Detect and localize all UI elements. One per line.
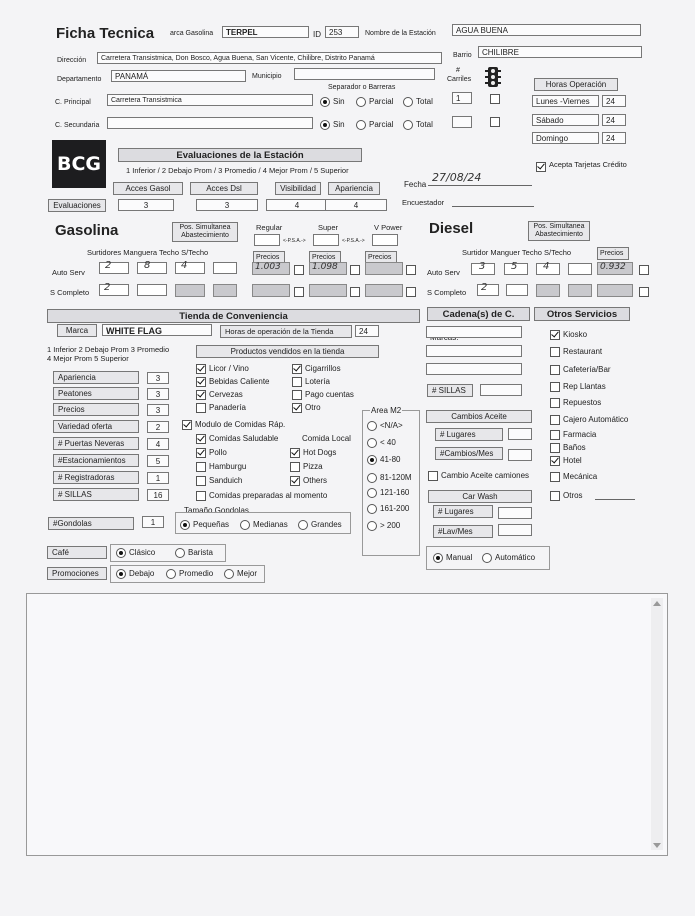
diesel-sc-price-field[interactable]: [597, 284, 633, 297]
cambios-lugares-field[interactable]: [508, 428, 532, 440]
apariencia-button[interactable]: Apariencia: [328, 182, 380, 195]
producto-otro-checkbox[interactable]: Otro: [292, 403, 321, 413]
gondolas-label: #Gondolas: [48, 517, 134, 530]
rating-puertas-label: # Puertas Neveras: [53, 437, 139, 450]
psa-label-2: <-P.S.A.->: [342, 238, 365, 244]
area-161-200-radio[interactable]: 161-200: [367, 504, 409, 514]
rating-precios-field[interactable]: 3: [147, 404, 169, 416]
gasolina-auto-techo-field[interactable]: [175, 262, 205, 274]
productos-vendidos-button[interactable]: Productos vendidos en la tienda: [196, 345, 379, 358]
c-principal-label: C. Principal: [55, 99, 91, 106]
rating-estacionamientos-field[interactable]: 5: [147, 455, 169, 467]
horas-operacion-button[interactable]: Horas Operación: [534, 78, 618, 91]
domingo-label: Domingo: [532, 132, 599, 144]
servicio-rep-llantas-checkbox[interactable]: Rep Llantas: [550, 382, 606, 392]
car-wash-button[interactable]: Car Wash: [428, 490, 532, 503]
marcas-field-3[interactable]: [426, 363, 522, 375]
area-41-80-radio[interactable]: 41-80: [367, 455, 400, 465]
separador-label: Separador o Barreras: [328, 84, 396, 91]
separador-principal-total[interactable]: Total: [403, 97, 433, 107]
station-name-label: Nombre de la Estación: [365, 30, 436, 37]
gasolina-auto-manguera-field[interactable]: [137, 262, 167, 274]
diesel-s-completo-label: S Completo: [427, 288, 467, 297]
fecha-value[interactable]: 27/08/24: [432, 171, 482, 184]
comida-saludable-checkbox[interactable]: Comidas Saludable: [196, 434, 278, 444]
gasolina-auto-serv-label: Auto Serv: [52, 268, 85, 277]
regular-label: Regular: [256, 223, 283, 232]
carriles-label: Carriles: [447, 76, 472, 83]
producto-cervezas-checkbox[interactable]: Cervezas: [196, 390, 243, 400]
servicio-repuestos-checkbox[interactable]: Repuestos: [550, 398, 601, 408]
modulo-comidas-checkbox[interactable]: Modulo de Comidas Ráp.: [182, 420, 285, 430]
municipio-field[interactable]: [294, 68, 435, 80]
acces-gasol-button[interactable]: Acces Gasol: [113, 182, 183, 195]
evaluaciones-button[interactable]: Evaluaciones: [48, 199, 106, 212]
gasolina-columns-label: Surtidores Manguera Techo S/Techo: [87, 248, 209, 257]
diesel-sc-manguer-field[interactable]: [506, 284, 528, 296]
rating-estacionamientos-label: #Estacionamientos: [53, 454, 139, 467]
servicio-kiosko-checkbox[interactable]: Kiosko: [550, 330, 587, 340]
evaluation-scale-text: 1 Inferior / 2 Debajo Prom / 3 Promedio / 4 Mejor Prom / 5 Superior: [126, 166, 349, 175]
diesel-columns-label: Surtidor Manguer Techo S/Techo: [462, 248, 572, 257]
encuestador-label: Encuestador: [402, 198, 445, 207]
cadena-bar: Cadena(s) de C.: [427, 307, 530, 321]
area-gt200-radio[interactable]: > 200: [367, 521, 400, 531]
super-label: Super: [318, 223, 339, 232]
area-na-radio[interactable]: <N/A>: [367, 421, 403, 431]
traffic-light-icon: [484, 66, 502, 88]
acces-dsl-field[interactable]: 3: [196, 199, 258, 211]
producto-cigarrillos-checkbox[interactable]: Cigarrillos: [292, 364, 341, 374]
comida-pizza-checkbox[interactable]: Pizza: [290, 462, 323, 472]
vpower-label: V Power: [374, 223, 403, 232]
diesel-price-checkbox[interactable]: [639, 265, 649, 275]
fecha-label: Fecha: [404, 180, 427, 189]
otros-underline: [595, 499, 635, 500]
diesel-auto-serv-label: Auto Serv: [427, 268, 460, 277]
tienda-marca-field[interactable]: WHITE FLAG: [102, 324, 212, 336]
rating-variedad-label: Variedad oferta: [53, 420, 139, 433]
comida-sanduich-checkbox[interactable]: Sanduich: [196, 476, 242, 486]
departamento-label: Departamento: [57, 76, 102, 83]
tienda-marca-button[interactable]: Marca: [57, 324, 97, 337]
scroll-down-icon[interactable]: [653, 843, 661, 848]
servicio-farmacia-checkbox[interactable]: Farmacia: [550, 430, 596, 440]
marca-gasolina-label: arca Gasolina: [170, 30, 214, 37]
gasolina-sc-manguera-field[interactable]: [137, 284, 167, 296]
rating-peatones-label: Peatones: [53, 387, 139, 400]
regular-price-value: 1.003: [255, 262, 281, 272]
tienda-scale-1: 1 Inferior 2 Debajo Prom 3 Promedio: [47, 345, 170, 354]
direccion-field[interactable]: Carretera Transistmica, Don Bosco, Agua Buena, San Vicente, Chilibre, Distrito Panamá: [97, 52, 442, 64]
apariencia-field[interactable]: 4: [325, 199, 387, 211]
rating-variedad-field[interactable]: 2: [147, 421, 169, 433]
rating-peatones-field[interactable]: 3: [147, 388, 169, 400]
cadena-sillas-field[interactable]: [480, 384, 522, 396]
comida-local-label: Comida Local: [302, 434, 351, 443]
hash-label: #: [456, 67, 460, 74]
marcas-field-2[interactable]: [426, 345, 522, 357]
direccion-label: Dirección: [57, 57, 87, 64]
producto-bebidas-checkbox[interactable]: Bebidas Caliente: [196, 377, 269, 387]
promo-debajo-radio[interactable]: Debajo: [116, 569, 154, 579]
diesel-auto-surtidor-value: 3: [479, 261, 486, 272]
cambio-aceite-camiones-checkbox[interactable]: Cambio Aceite camiones: [428, 471, 529, 481]
encuestador-underline: [452, 206, 534, 207]
barrio-field[interactable]: CHILIBRE: [478, 46, 642, 58]
notes-textarea[interactable]: [26, 593, 668, 856]
cadena-sillas-label: # SILLAS: [427, 384, 473, 397]
super-price-checkbox[interactable]: [350, 265, 360, 275]
precios-regular-button[interactable]: Precios: [253, 251, 285, 264]
domingo-field[interactable]: 24: [602, 132, 626, 144]
area-121-160-radio[interactable]: 121-160: [367, 488, 409, 498]
tamano-gondolas-label: Tamaño Gondolas: [184, 506, 249, 515]
carwash-lugares-field[interactable]: [498, 507, 532, 519]
departamento-field[interactable]: PANAMÁ: [111, 70, 246, 82]
gondolas-field[interactable]: 1: [142, 516, 164, 528]
c-secundaria-field[interactable]: [107, 117, 313, 129]
separador-secundaria-parcial[interactable]: Parcial: [356, 120, 393, 130]
carwash-lugares-label: # Lugares: [433, 505, 493, 518]
psa-label-1: <-P.S.A.->: [283, 238, 306, 244]
station-name-field[interactable]: AGUA BUENA: [452, 24, 641, 36]
cafe-label: Café: [47, 546, 107, 559]
servicio-mecanica-checkbox[interactable]: Mecánica: [550, 472, 597, 482]
tienda-conveniencia-bar: Tienda de Conveniencia: [47, 309, 420, 323]
super-sc-checkbox[interactable]: [350, 287, 360, 297]
diesel-sc-checkbox[interactable]: [639, 287, 649, 297]
gasolina-s-completo-label: S Completo: [50, 288, 90, 297]
separador-secundaria-total[interactable]: Total: [403, 120, 433, 130]
gasolina-auto-stecho-field[interactable]: [213, 262, 237, 274]
gasolina-auto-surtidores-value: 2: [105, 260, 112, 271]
carriles-secundaria-checkbox[interactable]: [490, 117, 500, 127]
gasolina-auto-techo-value: 4: [181, 260, 188, 271]
carwash-automatico-radio[interactable]: Automático: [482, 553, 535, 563]
comida-others-checkbox[interactable]: Others: [290, 476, 327, 486]
servicio-cafeteria-checkbox[interactable]: Cafetería/Bar: [550, 365, 611, 375]
acces-dsl-button[interactable]: Acces Dsl: [190, 182, 258, 195]
promo-promedio-radio[interactable]: Promedio: [166, 569, 213, 579]
promo-mejor-radio[interactable]: Mejor: [224, 569, 257, 579]
comida-hamburgu-checkbox[interactable]: Hamburgu: [196, 462, 246, 472]
fecha-underline: [428, 185, 532, 186]
area-lt40-radio[interactable]: < 40: [367, 438, 396, 448]
separador-principal-parcial[interactable]: Parcial: [356, 97, 393, 107]
diesel-price-value: 0.932: [600, 262, 626, 272]
diesel-pos-simultanea-button[interactable]: Pos. Simultanea Abastecimiento: [528, 221, 590, 241]
cambios-mes-label: #Cambios/Mes: [435, 447, 503, 460]
gasolina-sc-surtidores-value: 2: [104, 282, 111, 293]
page-title: Ficha Tecnica: [56, 25, 155, 42]
super-price-value: 1.098: [312, 262, 338, 272]
diesel-sc-techo-field[interactable]: [536, 284, 560, 297]
regular-sc-field[interactable]: [252, 284, 290, 297]
gasolina-auto-surtidores-field[interactable]: [99, 262, 129, 274]
diesel-auto-manguer-value: 5: [511, 261, 518, 272]
promociones-label: Promociones: [47, 567, 107, 580]
rating-precios-label: Precios: [53, 403, 139, 416]
regular-psa-field[interactable]: [254, 234, 280, 246]
lav-mes-label: #Lav/Mes: [433, 525, 493, 538]
producto-panaderia-checkbox[interactable]: Panadería: [196, 403, 246, 413]
municipio-label: Municipio: [252, 73, 282, 80]
producto-pago-cuentas-checkbox[interactable]: Pago cuentas: [292, 390, 354, 400]
gasolina-sc-techo-field[interactable]: [175, 284, 205, 297]
marca-gasolina-field[interactable]: TERPEL: [222, 26, 309, 38]
carriles-secundaria-field[interactable]: [452, 116, 472, 128]
precios-vpower-button[interactable]: Precios: [365, 251, 397, 264]
vpower-psa-field[interactable]: [372, 234, 398, 246]
diesel-sc-surtidor-value: 2: [481, 282, 488, 293]
diesel-auto-techo-value: 4: [543, 261, 550, 272]
precios-diesel-button[interactable]: Precios: [597, 247, 629, 260]
gondola-pequenas-radio[interactable]: Pequeñas: [180, 520, 229, 530]
marcas-field-1[interactable]: [426, 326, 522, 338]
sabado-field[interactable]: 24: [602, 114, 626, 126]
carwash-manual-radio[interactable]: Manual: [433, 553, 472, 563]
cafe-barista-radio[interactable]: Barista: [175, 548, 213, 558]
rating-registradoras-field[interactable]: 1: [147, 472, 169, 484]
carriles-principal-checkbox[interactable]: [490, 94, 500, 104]
separador-secundaria-sin[interactable]: Sin: [320, 120, 345, 130]
visibilidad-field[interactable]: 4: [266, 199, 328, 211]
rating-puertas-field[interactable]: 4: [147, 438, 169, 450]
gasolina-sc-stecho-field[interactable]: [213, 284, 237, 297]
c-principal-field[interactable]: Carretera Transistmica: [107, 94, 313, 106]
diesel-title: Diesel: [429, 220, 474, 237]
servicio-hotel-checkbox[interactable]: Hotel: [550, 456, 582, 466]
tienda-horas-field[interactable]: 24: [355, 325, 379, 337]
rating-apariencia-label: Apariencia: [53, 371, 139, 384]
carriles-principal-field[interactable]: 1: [452, 92, 472, 104]
tienda-scale-2: 4 Mejor Prom 5 Superior: [47, 354, 129, 363]
vpower-sc-field[interactable]: [365, 284, 403, 297]
diesel-auto-stecho-field[interactable]: [568, 263, 592, 275]
gasolina-pos-simultanea-button[interactable]: Pos. Simultanea Abastecimiento: [172, 222, 238, 242]
producto-loteria-checkbox[interactable]: Lotería: [292, 377, 330, 387]
acces-gasol-field[interactable]: 3: [118, 199, 174, 211]
bcg-logo: BCG: [52, 140, 106, 188]
cafe-clasico-radio[interactable]: Clásico: [116, 548, 155, 558]
servicio-otros-checkbox[interactable]: Otros: [550, 491, 583, 501]
barrio-label: Barrio: [453, 52, 472, 59]
lunes-viernes-label: Lunes -Viernes: [532, 95, 599, 107]
precios-super-button[interactable]: Precios: [309, 251, 341, 264]
producto-licor-checkbox[interactable]: Licor / Vino: [196, 364, 249, 374]
vpower-price-checkbox[interactable]: [406, 265, 416, 275]
servicio-cajero-checkbox[interactable]: Cajero Automático: [550, 415, 628, 425]
tienda-horas-button[interactable]: Horas de operación de la Tienda: [220, 325, 352, 338]
gasolina-title: Gasolina: [55, 222, 119, 239]
comida-pollo-checkbox[interactable]: Pollo: [196, 448, 227, 458]
separador-principal-sin[interactable]: Sin: [320, 97, 345, 107]
scroll-up-icon[interactable]: [653, 601, 661, 606]
area-81-120-radio[interactable]: 81-120M: [367, 473, 412, 483]
area-m2-label: Area M2: [371, 406, 402, 415]
vpower-price-field[interactable]: [365, 262, 403, 275]
lunes-viernes-field[interactable]: 24: [602, 95, 626, 107]
id-field[interactable]: 253: [325, 26, 359, 38]
rating-sillas-label: # SILLAS: [53, 488, 139, 501]
cambios-mes-field[interactable]: [508, 449, 532, 461]
regular-price-checkbox[interactable]: [294, 265, 304, 275]
super-psa-field[interactable]: [313, 234, 339, 246]
vpower-sc-checkbox[interactable]: [406, 287, 416, 297]
visibilidad-button[interactable]: Visibilidad: [275, 182, 321, 195]
rating-apariencia-field[interactable]: 3: [147, 372, 169, 384]
notes-scrollbar[interactable]: [651, 598, 663, 850]
diesel-sc-stecho-field[interactable]: [568, 284, 592, 297]
acepta-tarjetas-checkbox[interactable]: Acepta Tarjetas Crédito: [536, 160, 632, 172]
regular-sc-checkbox[interactable]: [294, 287, 304, 297]
servicio-banos-checkbox[interactable]: Baños: [550, 443, 586, 453]
super-sc-field[interactable]: [309, 284, 347, 297]
evaluaciones-estacion-bar: Evaluaciones de la Estación: [118, 148, 362, 162]
cambios-aceite-button[interactable]: Cambios Aceite: [426, 410, 532, 423]
cambios-lugares-label: # Lugares: [435, 428, 503, 441]
c-secundaria-label: C. Secundaria: [55, 122, 100, 129]
lav-mes-field[interactable]: [498, 524, 532, 536]
otros-servicios-bar: Otros Servicios: [534, 307, 630, 321]
rating-sillas-field[interactable]: 16: [147, 489, 169, 501]
sabado-label: Sábado: [532, 114, 599, 126]
comida-hotdogs-checkbox[interactable]: Hot Dogs: [290, 448, 336, 458]
id-label: ID: [313, 30, 321, 39]
comidas-preparadas-checkbox[interactable]: Comidas preparadas al momento: [196, 491, 327, 501]
rating-registradoras-label: # Registradoras: [53, 471, 139, 484]
gondola-medianas-radio[interactable]: Medianas: [240, 520, 288, 530]
servicio-restaurant-checkbox[interactable]: Restaurant: [550, 347, 602, 357]
gasolina-auto-manguera-value: 8: [144, 260, 151, 271]
gondola-grandes-radio[interactable]: Grandes: [298, 520, 342, 530]
